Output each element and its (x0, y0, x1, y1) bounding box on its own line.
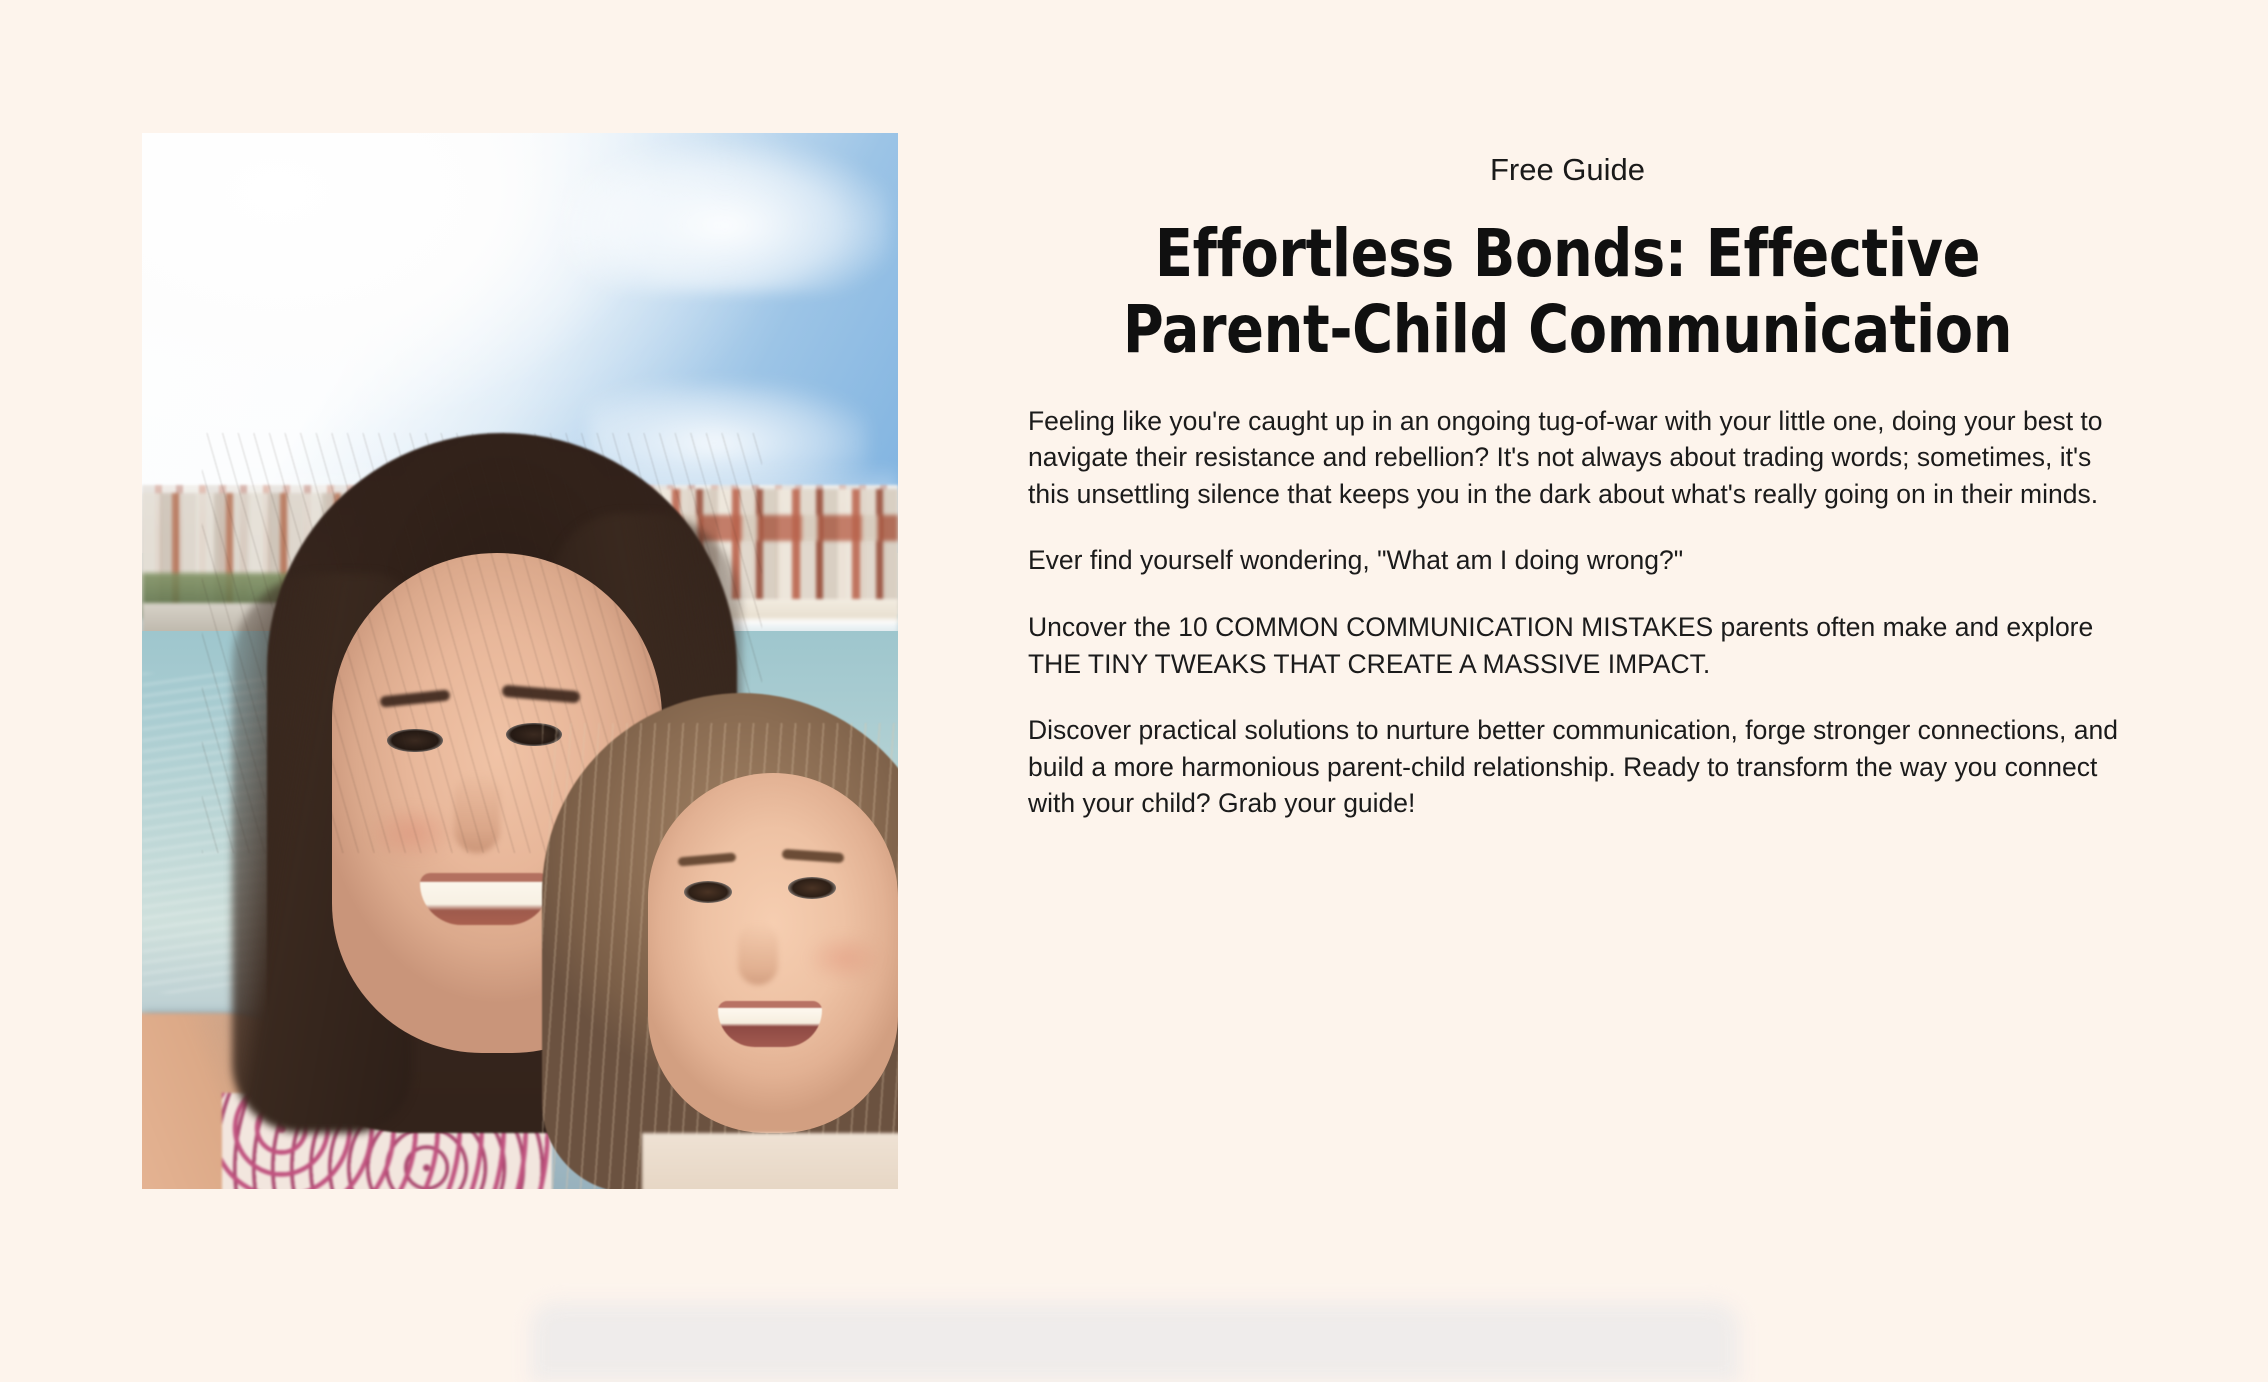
child-cheek (806, 933, 882, 983)
mother-smile (420, 873, 550, 925)
next-section-peek (530, 1302, 1740, 1382)
body-paragraph: Ever find yourself wondering, "What am I doing wrong?" (1028, 545, 1684, 576)
hero-photo-column (0, 0, 1010, 1189)
child-smile (718, 1001, 822, 1047)
child-shirt (642, 1133, 898, 1189)
body-paragraph: Uncover the 10 COMMON COMMUNICATION MISTAKES parents often make and explore THE TINY TWEAKS THAT CREATE A MASSIVE IMPACT. (1028, 612, 2094, 679)
body-paragraph: Discover practical solutions to nurture better communication, forge stronger connections, and build a more harmonious parent-child relationship. Ready to transform the way you connect with your child? Grab your guide! (1028, 715, 2118, 819)
child-nose (738, 923, 778, 985)
hero-text-column (1010, 0, 2268, 822)
mother-daughter-photo (142, 133, 898, 1189)
child-eye-right (788, 877, 836, 899)
eyebrow-label: Free Guide (1489, 152, 1646, 187)
body-paragraph: Feeling like you're caught up in an ongoing tug-of-war with your little one, doing your best to navigate their resistance and rebellion? It's not always about trading words; sometimes, it's this unsettling silence that keeps you in the dark about what's really going on in their minds. (1028, 405, 2103, 509)
cloud-upper-right (560, 143, 890, 293)
child-eye-left (684, 881, 732, 903)
hero-body-copy (1010, 403, 2125, 822)
page-title: Effortless Bonds: Effective Parent-Child Communication (1122, 215, 2013, 368)
